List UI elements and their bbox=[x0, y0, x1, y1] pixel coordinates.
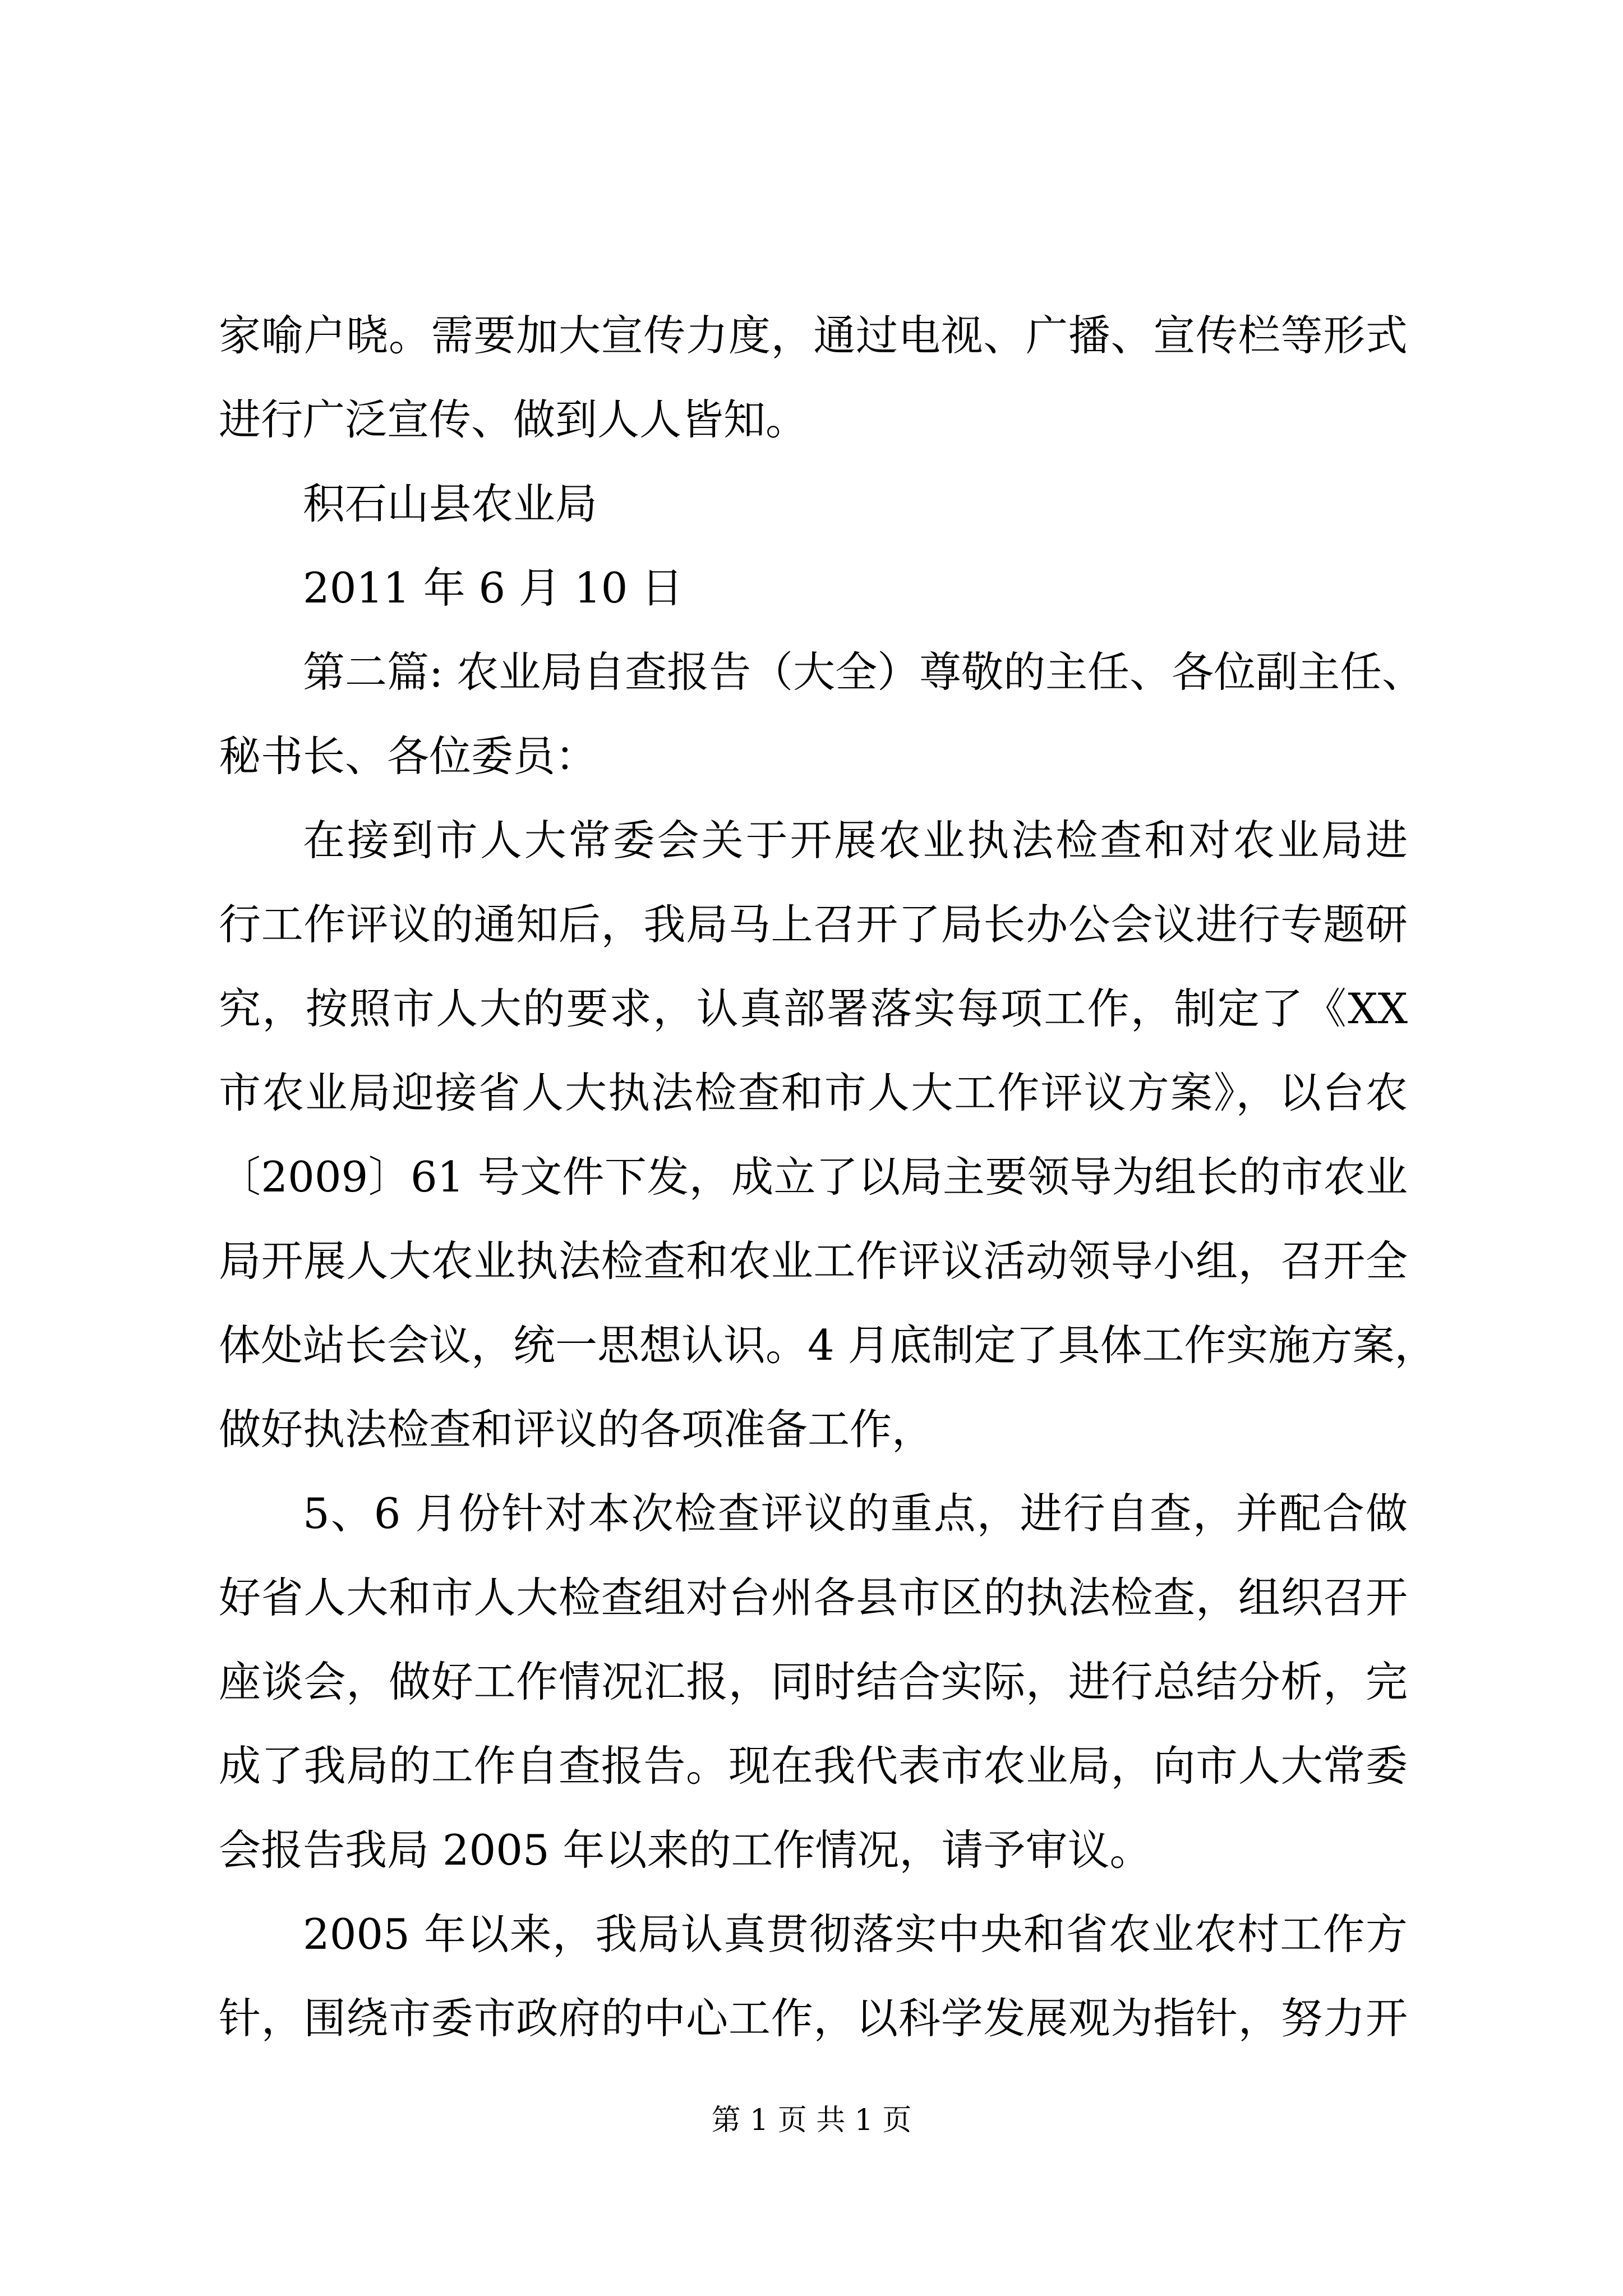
paragraph-line: 行工作评议的通知后，我局马上召开了局长办公会议进行专题研 bbox=[219, 900, 1408, 949]
paragraph-line: 好省人大和市人大检查组对台州各县市区的执法检查，组织召开 bbox=[219, 1573, 1408, 1622]
paragraph-line: 座谈会，做好工作情况汇报，同时结合实际，进行总结分析，完 bbox=[219, 1657, 1408, 1706]
paragraph-last-line: 进行广泛宣传、做到人人皆知。 bbox=[219, 395, 808, 444]
text-line bbox=[0, 1149, 1623, 1205]
text-line bbox=[0, 644, 1623, 700]
paragraph-line: 成了我局的工作自查报告。现在我代表市农业局，向市人大常委 bbox=[219, 1741, 1408, 1791]
text-line bbox=[0, 1317, 1623, 1373]
text-line bbox=[0, 1485, 1623, 1542]
text-line bbox=[0, 1738, 1623, 1794]
text-line bbox=[0, 728, 1623, 784]
text-line bbox=[0, 981, 1623, 1037]
text-line bbox=[0, 307, 1623, 364]
text-line bbox=[0, 1233, 1623, 1289]
paragraph-first-line: 在接到市人大常委会关于开展农业执法检查和对农业局进 bbox=[303, 816, 1408, 865]
paragraph-last-line: 做好执法检查和评议的各项准备工作， bbox=[219, 1405, 934, 1454]
paragraph-first-line: 5、6 月份针对本次检查评议的重点，进行自查，并配合做 bbox=[303, 1489, 1408, 1538]
text-line bbox=[0, 1990, 1623, 2046]
paragraph-line: 局开展人大农业执法检查和农业工作评议活动领导小组，召开全 bbox=[219, 1236, 1408, 1286]
paragraph-line: 〔2009〕61 号文件下发，成立了以局主要领导为组长的市农业 bbox=[219, 1152, 1408, 1202]
text-line bbox=[0, 896, 1623, 953]
page-footer bbox=[0, 2101, 1623, 2140]
text-line bbox=[0, 812, 1623, 868]
text-line bbox=[0, 476, 1623, 532]
text-line bbox=[0, 1401, 1623, 1457]
paragraph-line: 市农业局迎接省人大执法检查和市人大工作评议方案》，以台农 bbox=[219, 1068, 1408, 1117]
paragraph-first-line: 2005 年以来，我局认真贯彻落实中央和省农业农村工作方 bbox=[303, 1910, 1408, 1959]
text-line bbox=[0, 560, 1623, 616]
text-line bbox=[0, 1570, 1623, 1626]
text-line bbox=[0, 1822, 1623, 1878]
section-heading-line: 第二篇: 农业局自查报告（大全）尊敬的主任、各位副主任、 bbox=[303, 647, 1424, 697]
text-line bbox=[0, 1654, 1623, 1710]
salutation-line: 秘书长、各位委员： bbox=[219, 731, 598, 781]
paragraph-line: 究，按照市人大的要求，认真部署落实每项工作，制定了《XX bbox=[219, 984, 1408, 1033]
page-number-label: 第 1 页 共 1 页 bbox=[711, 2104, 912, 2137]
paragraph-continuation-line: 家喻户晓。需要加大宣传力度，通过电视、广播、宣传栏等形式 bbox=[219, 311, 1408, 360]
paragraph-line: 体处站长会议，统一思想认识。4 月底制定了具体工作实施方案， bbox=[219, 1320, 1437, 1370]
text-line bbox=[0, 392, 1623, 448]
text-line bbox=[0, 1906, 1623, 1962]
paragraph-line: 针，围绕市委市政府的中心工作，以科学发展观为指针，努力开 bbox=[219, 1994, 1408, 2043]
signature-organization: 积石山县农业局 bbox=[303, 479, 598, 528]
signature-date: 2011 年 6 月 10 日 bbox=[303, 563, 684, 613]
text-line bbox=[0, 1065, 1623, 1121]
paragraph-last-line: 会报告我局 2005 年以来的工作情况，请予审议。 bbox=[219, 1825, 1152, 1875]
